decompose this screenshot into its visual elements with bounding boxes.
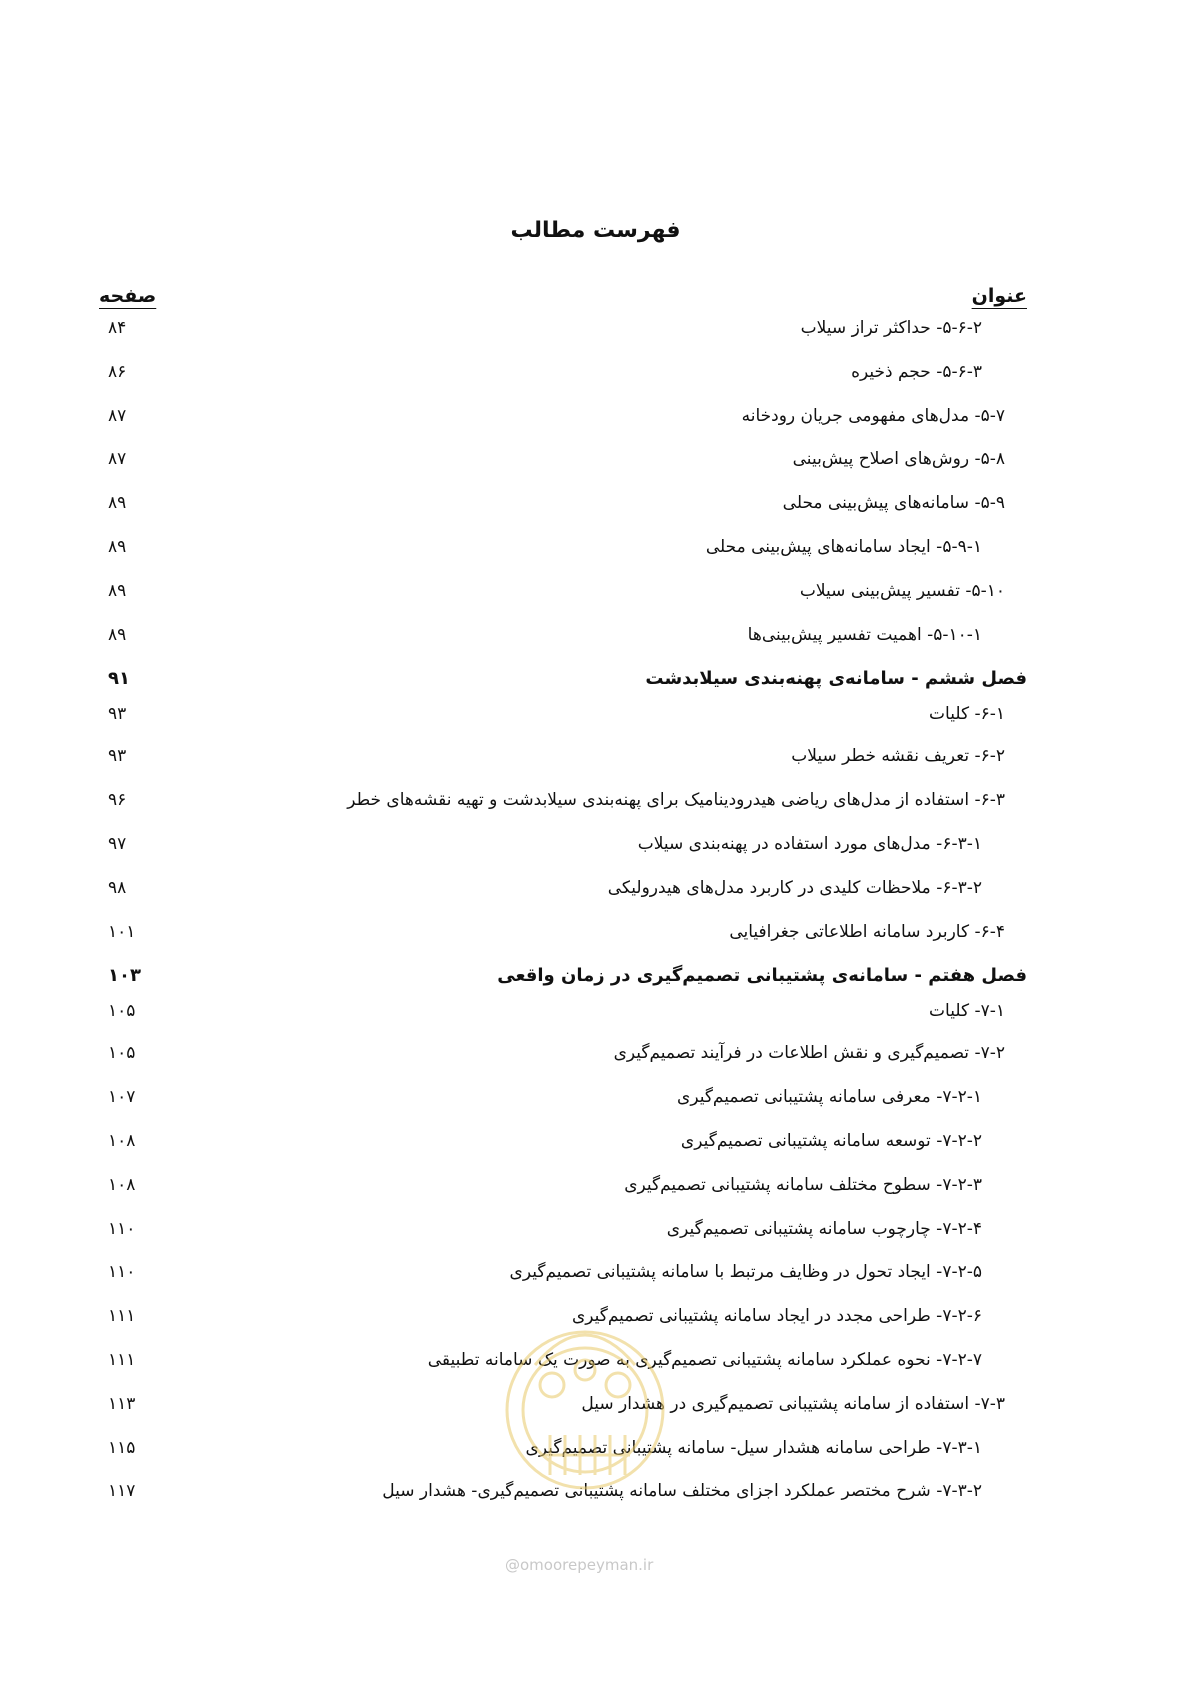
toc-entry-title: ۷-۲-۴- چارچوب سامانه پشتیبانی تصمیم‌گیری — [666, 1218, 982, 1239]
toc-row — [0, 1481, 1191, 1525]
toc-chapter-row — [0, 965, 1191, 1001]
toc-row — [0, 1394, 1191, 1438]
page-title: فهرست مطالب — [510, 218, 681, 243]
toc-entry-title: ۶-۴- کاربرد سامانه اطلاعاتی جغرافیایی — [729, 921, 1005, 942]
toc-row — [0, 493, 1191, 537]
toc-row — [0, 704, 1191, 746]
toc-entry-title: فصل ششم - سامانه‌ی پهنه‌بندی سیلابدشت — [645, 668, 1027, 690]
toc-entry-title: ۷-۲-۷- نحوه عملکرد سامانه پشتیبانی تصمیم‌گیری به صورت یک سامانه تطبیقی — [427, 1349, 982, 1370]
toc-entry-page: ۱۰۵ — [108, 1001, 136, 1022]
toc-row — [0, 537, 1191, 581]
toc-entry-title: ۷-۲- تصمیم‌گیری و نقش اطلاعات در فرآیند تصمیم‌گیری — [613, 1043, 1005, 1064]
toc-row — [0, 318, 1191, 362]
toc-entry-title: ۵-۶-۳- حجم ذخیره — [851, 361, 982, 382]
toc-entry-title: ۵-۹-۱- ایجاد سامانه‌های پیش‌بینی محلی — [705, 536, 982, 557]
toc-entry-title: ۶-۳-۱- مدل‌های مورد استفاده در پهنه‌بندی سیلاب — [637, 833, 982, 854]
toc-row — [0, 625, 1191, 669]
toc-entry-page: ۱۱۵ — [108, 1437, 136, 1458]
toc-entry-page: ۸۴ — [108, 318, 127, 338]
watermark-url: @omoorepeyman.ir — [505, 1556, 654, 1574]
toc-entry-title: فصل هفتم - سامانه‌ی پشتیبانی تصمیم‌گیری در زمان واقعی — [497, 965, 1027, 987]
toc-entry-page: ۸۷ — [108, 449, 127, 470]
toc-entry-page: ۸۹ — [108, 536, 127, 557]
toc-entry-page: ۹۳ — [108, 746, 127, 767]
toc-entry-page: ۸۹ — [108, 493, 127, 514]
table-of-contents — [0, 318, 1191, 1525]
toc-row — [0, 1262, 1191, 1306]
toc-entry-title: ۷-۲-۵- ایجاد تحول در وظایف مرتبط با سامانه پشتیبانی تصمیم‌گیری — [509, 1262, 982, 1283]
toc-entry-title: ۷-۱- کلیات — [929, 1001, 1005, 1022]
toc-entry-page: ۱۰۸ — [108, 1174, 136, 1195]
toc-entry-page: ۹۷ — [108, 833, 127, 854]
toc-entry-page: ۱۰۳ — [108, 965, 141, 987]
toc-entry-title: ۵-۷- مدل‌های مفهومی جریان رودخانه — [741, 405, 1005, 426]
toc-row — [0, 406, 1191, 450]
toc-entry-title: ۶-۳-۲- ملاحظات کلیدی در کاربرد مدل‌های هیدرولیکی — [607, 877, 982, 898]
toc-row — [0, 581, 1191, 625]
toc-entry-page: ۸۹ — [108, 580, 127, 601]
toc-row — [0, 1306, 1191, 1350]
toc-entry-page: ۸۶ — [108, 361, 127, 382]
toc-entry-title: ۶-۳- استفاده از مدل‌های ریاضی هیدرودینامیک برای پهنه‌بندی سیلابدشت و تهیه نقشه‌های خطر — [347, 790, 1005, 811]
toc-row — [0, 1219, 1191, 1263]
toc-entry-page: ۱۰۱ — [108, 921, 136, 942]
toc-row — [0, 1438, 1191, 1482]
toc-entry-title: ۷-۲-۳- سطوح مختلف سامانه پشتیبانی تصمیم‌گیری — [624, 1174, 982, 1195]
toc-row — [0, 1043, 1191, 1087]
toc-row — [0, 449, 1191, 493]
toc-entry-page: ۸۹ — [108, 624, 127, 645]
toc-row — [0, 834, 1191, 878]
toc-entry-page: ۸۷ — [108, 405, 127, 426]
toc-entry-page: ۱۱۰ — [108, 1262, 136, 1283]
toc-row — [0, 1001, 1191, 1043]
toc-row — [0, 1087, 1191, 1131]
toc-entry-page: ۱۱۱ — [108, 1349, 136, 1370]
toc-entry-title: ۷-۲-۶- طراحی مجدد در ایجاد سامانه پشتیبانی تصمیم‌گیری — [571, 1306, 982, 1327]
toc-row — [0, 746, 1191, 790]
toc-row — [0, 790, 1191, 834]
toc-entry-title: ۵-۹- سامانه‌های پیش‌بینی محلی — [782, 493, 1005, 514]
toc-entry-title: ۷-۳- استفاده از سامانه پشتیبانی تصمیم‌گیری در هشدار سیل — [581, 1393, 1005, 1414]
toc-entry-page: ۱۰۵ — [108, 1043, 136, 1064]
column-heading-page: صفحه — [99, 285, 157, 307]
toc-row — [0, 878, 1191, 922]
toc-entry-title: ۷-۲-۱- معرفی سامانه پشتیبانی تصمیم‌گیری — [677, 1087, 982, 1108]
toc-entry-page: ۹۶ — [108, 790, 127, 811]
toc-entry-title: ۶-۱- کلیات — [929, 704, 1005, 725]
toc-entry-title: ۵-۸- روش‌های اصلاح پیش‌بینی — [792, 449, 1005, 470]
toc-entry-page: ۱۱۰ — [108, 1218, 136, 1239]
toc-entry-page: ۱۱۳ — [108, 1393, 136, 1414]
toc-entry-title: ۵-۱۰- تفسیر پیش‌بینی سیلاب — [799, 580, 1005, 601]
toc-row — [0, 922, 1191, 966]
column-heading-title: عنوان — [971, 285, 1027, 307]
toc-row — [0, 1350, 1191, 1394]
toc-entry-page: ۹۱ — [108, 668, 130, 690]
toc-entry-title: ۵-۶-۲- حداکثر تراز سیلاب — [800, 318, 982, 338]
toc-entry-title: ۶-۲- تعریف نقشه خطر سیلاب — [791, 746, 1005, 767]
toc-entry-title: ۷-۳-۱- طراحی سامانه هشدار سیل- سامانه پشتیبانی تصمیم‌گیری — [525, 1437, 982, 1458]
toc-entry-page: ۱۰۷ — [108, 1087, 136, 1108]
toc-row — [0, 1131, 1191, 1175]
toc-row — [0, 362, 1191, 406]
toc-entry-title: ۷-۳-۲- شرح مختصر عملکرد اجزای مختلف سامانه پشتیبانی تصمیم‌گیری- هشدار سیل — [382, 1481, 982, 1502]
toc-row — [0, 1175, 1191, 1219]
toc-entry-page: ۱۱۷ — [108, 1481, 136, 1502]
toc-entry-page: ۱۱۱ — [108, 1306, 136, 1327]
toc-chapter-row — [0, 668, 1191, 704]
toc-entry-page: ۱۰۸ — [108, 1130, 136, 1151]
toc-entry-page: ۹۸ — [108, 877, 127, 898]
toc-entry-title: ۵-۱۰-۱- اهمیت تفسیر پیش‌بینی‌ها — [747, 624, 982, 645]
toc-entry-page: ۹۳ — [108, 704, 127, 725]
toc-entry-title: ۷-۲-۲- توسعه سامانه پشتیبانی تصمیم‌گیری — [680, 1130, 982, 1151]
